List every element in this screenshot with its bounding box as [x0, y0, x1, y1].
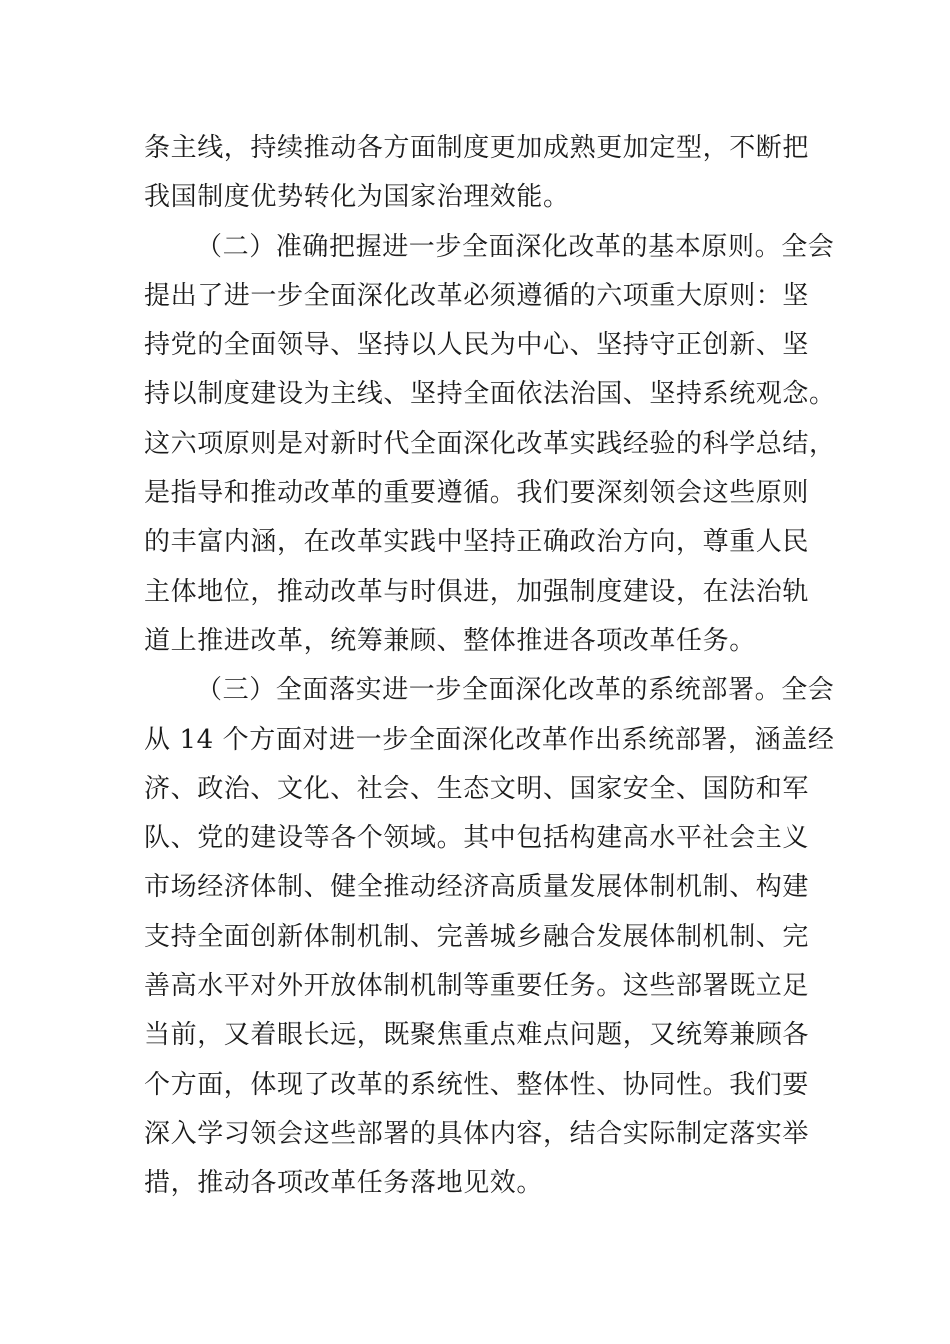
body-text — [144, 124, 836, 1209]
paragraph-continuation — [144, 124, 810, 223]
paragraph-basic-principles — [144, 223, 836, 667]
text-line-indented: （二）准确把握进一步全面深化改革的基本原则。全会 — [196, 231, 835, 262]
text-line: 支持全面创新体制机制、完善城乡融合发展体制机制、完 — [144, 921, 810, 952]
text-line: 济、政治、文化、社会、生态文明、国家安全、国防和军 — [144, 773, 810, 804]
text-line: 条主线，持续推动各方面制度更加成熟更加定型，不断把 — [144, 133, 810, 163]
text-line: 市场经济体制、健全推动经济高质量发展体制机制、构建 — [144, 872, 810, 903]
text-line: 个方面，体现了改革的系统性、整体性、协同性。我们要 — [144, 1069, 810, 1100]
text-line: 善高水平对外开放体制机制等重要任务。这些部署既立足 — [144, 971, 810, 1002]
text-line: 措，推动各项改革任务落地见效。 — [144, 1168, 544, 1199]
text-line: 是指导和推动改革的重要遵循。我们要深刻领会这些原则 — [144, 478, 810, 509]
text-line: 持以制度建设为主线、坚持全面依法治国、坚持系统观念。 — [144, 379, 836, 410]
text-line: 主体地位，推动改革与时俱进，加强制度建设，在法治轨 — [144, 576, 810, 607]
text-line: 道上推进改革，统筹兼顾、整体推进各项改革任务。 — [144, 625, 756, 656]
text-line: 从 14 个方面对进一步全面深化改革作出系统部署，涵盖经 — [144, 724, 835, 755]
text-line-indented: （三）全面落实进一步全面深化改革的系统部署。全会 — [196, 675, 835, 706]
text-line: 持党的全面领导、坚持以人民为中心、坚持守正创新、坚 — [144, 330, 810, 361]
text-line: 我国制度优势转化为国家治理效能。 — [144, 182, 570, 213]
text-line: 队、党的建设等各个领域。其中包括构建高水平社会主义 — [144, 823, 810, 854]
text-line: 当前，又着眼长远，既聚焦重点难点问题，又统筹兼顾各 — [144, 1020, 810, 1051]
text-line: 的丰富内涵，在改革实践中坚持正确政治方向，尊重人民 — [144, 527, 810, 558]
text-line: 提出了进一步全面深化改革必须遵循的六项重大原则：坚 — [144, 280, 810, 311]
text-line: 深入学习领会这些部署的具体内容，结合实际制定落实举 — [144, 1118, 810, 1149]
text-line: 这六项原则是对新时代全面深化改革实践经验的科学总结， — [144, 428, 836, 459]
paragraph-system-deployment — [144, 666, 835, 1208]
